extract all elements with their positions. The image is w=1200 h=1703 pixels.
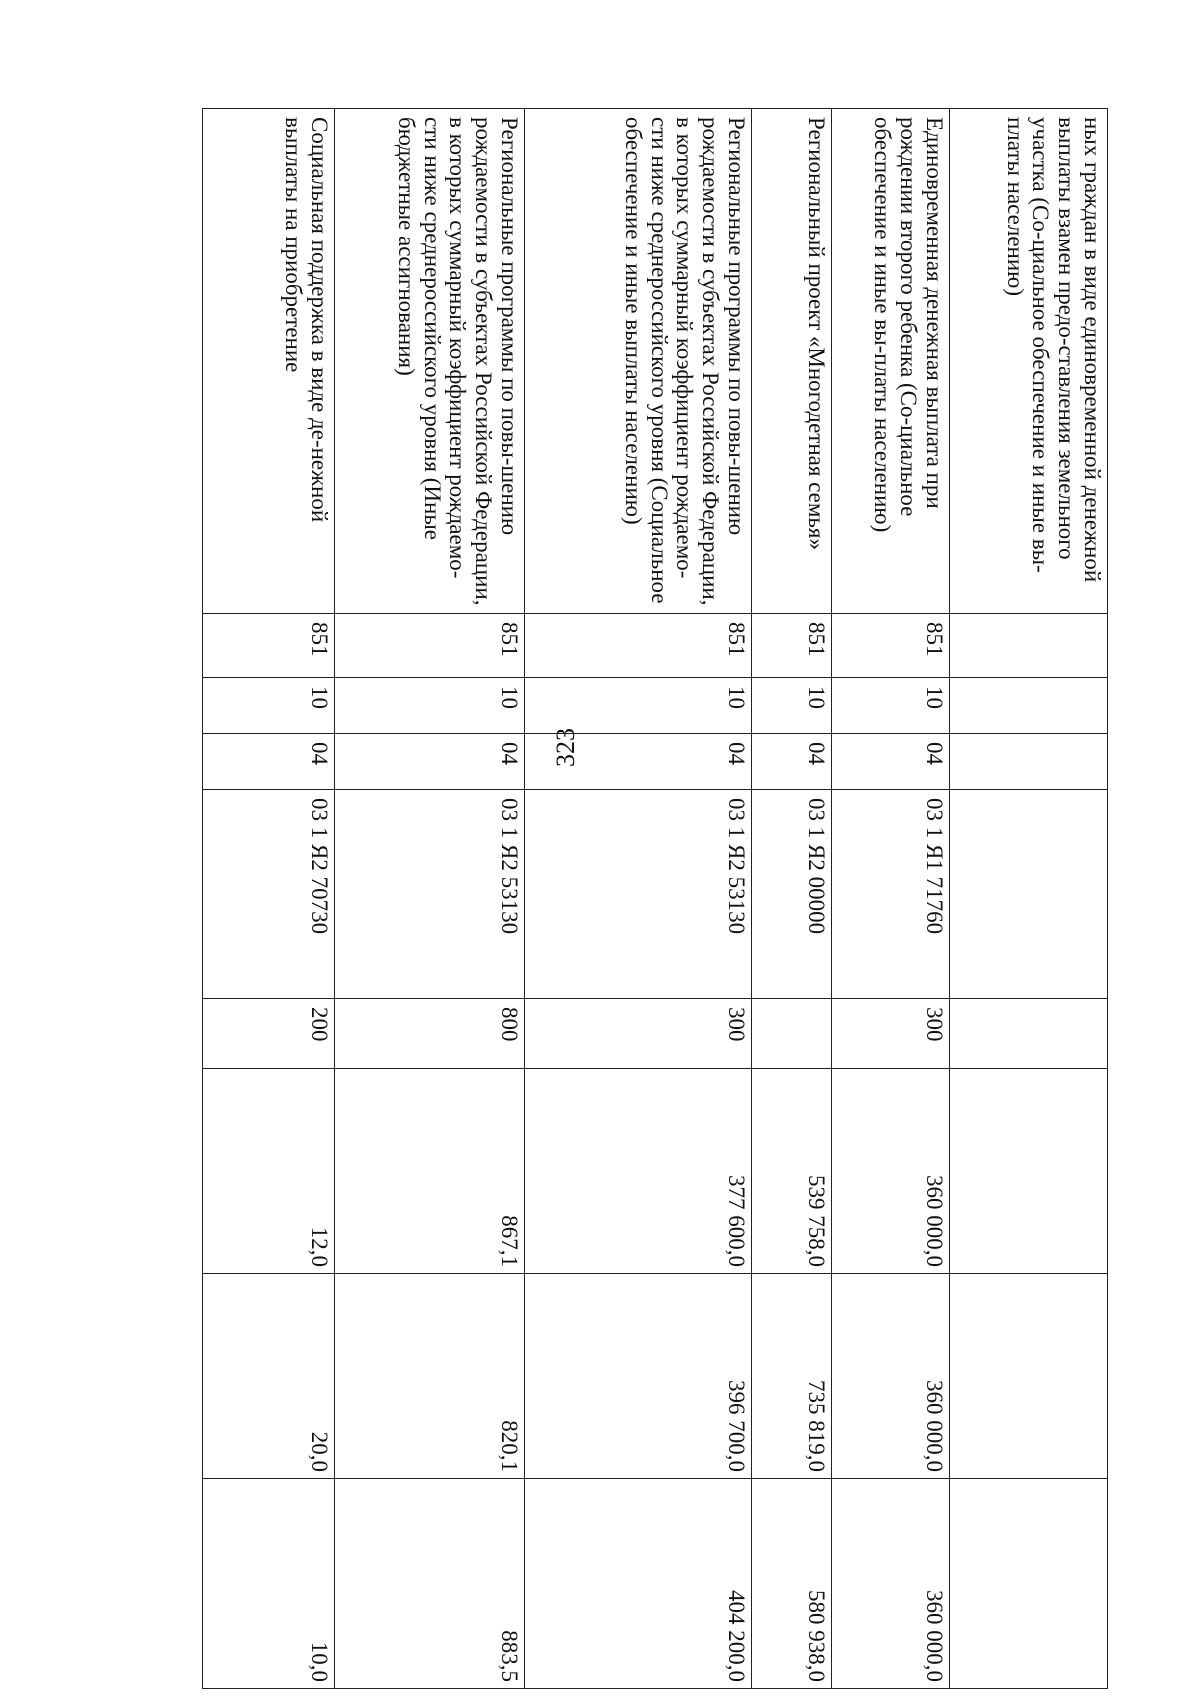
amount-year1-cell: 377 600,0 bbox=[525, 1069, 752, 1274]
row-name-cell: Социальная поддержка в виде де-нежной выплаты на приобретение bbox=[203, 109, 335, 614]
grbs-cell: 851 bbox=[203, 614, 335, 678]
section-cell: 10 bbox=[335, 678, 525, 734]
expense-type-cell: 300 bbox=[525, 999, 752, 1069]
row-name-cell: ных граждан в виде единовременной денежной выплаты взамен предо-ставления земельного участка (Со-циальное обеспечение и иные вы-платы населению) bbox=[950, 109, 1108, 614]
table-row bbox=[203, 109, 335, 1689]
subsection-cell bbox=[950, 734, 1108, 790]
row-name-cell: Региональные программы по повы-шению рождаемости в субъектах Российской Федерации, в которых суммарный коэффициент рождаемо-сти ниже среднероссийского уровня (Иные бюджетные ассигнования) bbox=[335, 109, 525, 614]
budget-table bbox=[202, 108, 1108, 1689]
expense-type-cell: 800 bbox=[335, 999, 525, 1069]
amount-year2-cell bbox=[950, 1274, 1108, 1479]
amount-year3-cell: 883,5 bbox=[335, 1479, 525, 1689]
target-article-cell: 03 1 Я2 53130 bbox=[525, 790, 752, 999]
amount-year1-cell: 539 758,0 bbox=[752, 1069, 832, 1274]
grbs-cell: 851 bbox=[752, 614, 832, 678]
target-article-cell: 03 1 Я1 71760 bbox=[832, 790, 950, 999]
amount-year2-cell: 735 819,0 bbox=[752, 1274, 832, 1479]
subsection-cell: 04 bbox=[525, 734, 752, 790]
section-cell: 10 bbox=[752, 678, 832, 734]
section-cell: 10 bbox=[525, 678, 752, 734]
budget-table-rotated bbox=[203, 108, 1108, 1688]
table-row bbox=[335, 109, 525, 1689]
grbs-cell: 851 bbox=[832, 614, 950, 678]
page-number: 323 bbox=[551, 728, 580, 767]
amount-year1-cell bbox=[950, 1069, 1108, 1274]
amount-year1-cell: 867,1 bbox=[335, 1069, 525, 1274]
amount-year3-cell bbox=[950, 1479, 1108, 1689]
row-name-cell: Региональные программы по повы-шению рождаемости в субъектах Российской Федерации, в которых суммарный коэффициент рождаемо-сти ниже среднероссийского уровня (Социальное обеспечение и иные выплаты населению) bbox=[525, 109, 752, 614]
amount-year2-cell: 396 700,0 bbox=[525, 1274, 752, 1479]
table-row bbox=[752, 109, 832, 1689]
table-row bbox=[950, 109, 1108, 1689]
amount-year2-cell: 20,0 bbox=[203, 1274, 335, 1479]
subsection-cell: 04 bbox=[335, 734, 525, 790]
target-article-cell: 03 1 Я2 70730 bbox=[203, 790, 335, 999]
grbs-cell: 851 bbox=[335, 614, 525, 678]
row-name-cell: Единовременная денежная выплата при рождении второго ребенка (Со-циальное обеспечение и иные вы-платы населению) bbox=[832, 109, 950, 614]
expense-type-cell bbox=[950, 999, 1108, 1069]
amount-year3-cell: 10,0 bbox=[203, 1479, 335, 1689]
amount-year1-cell: 12,0 bbox=[203, 1069, 335, 1274]
amount-year2-cell: 820,1 bbox=[335, 1274, 525, 1479]
subsection-cell: 04 bbox=[203, 734, 335, 790]
row-name-cell: Региональный проект «Многодетная семья» bbox=[752, 109, 832, 614]
expense-type-cell: 200 bbox=[203, 999, 335, 1069]
subsection-cell: 04 bbox=[752, 734, 832, 790]
target-article-cell bbox=[950, 790, 1108, 999]
grbs-cell: 851 bbox=[525, 614, 752, 678]
table-row bbox=[832, 109, 950, 1689]
expense-type-cell bbox=[752, 999, 832, 1069]
section-cell bbox=[950, 678, 1108, 734]
amount-year3-cell: 360 000,0 bbox=[832, 1479, 950, 1689]
section-cell: 10 bbox=[832, 678, 950, 734]
target-article-cell: 03 1 Я2 53130 bbox=[335, 790, 525, 999]
target-article-cell: 03 1 Я2 00000 bbox=[752, 790, 832, 999]
amount-year2-cell: 360 000,0 bbox=[832, 1274, 950, 1479]
expense-type-cell: 300 bbox=[832, 999, 950, 1069]
table-row bbox=[525, 109, 752, 1689]
grbs-cell bbox=[950, 614, 1108, 678]
amount-year3-cell: 580 938,0 bbox=[752, 1479, 832, 1689]
amount-year1-cell: 360 000,0 bbox=[832, 1069, 950, 1274]
section-cell: 10 bbox=[203, 678, 335, 734]
subsection-cell: 04 bbox=[832, 734, 950, 790]
amount-year3-cell: 404 200,0 bbox=[525, 1479, 752, 1689]
